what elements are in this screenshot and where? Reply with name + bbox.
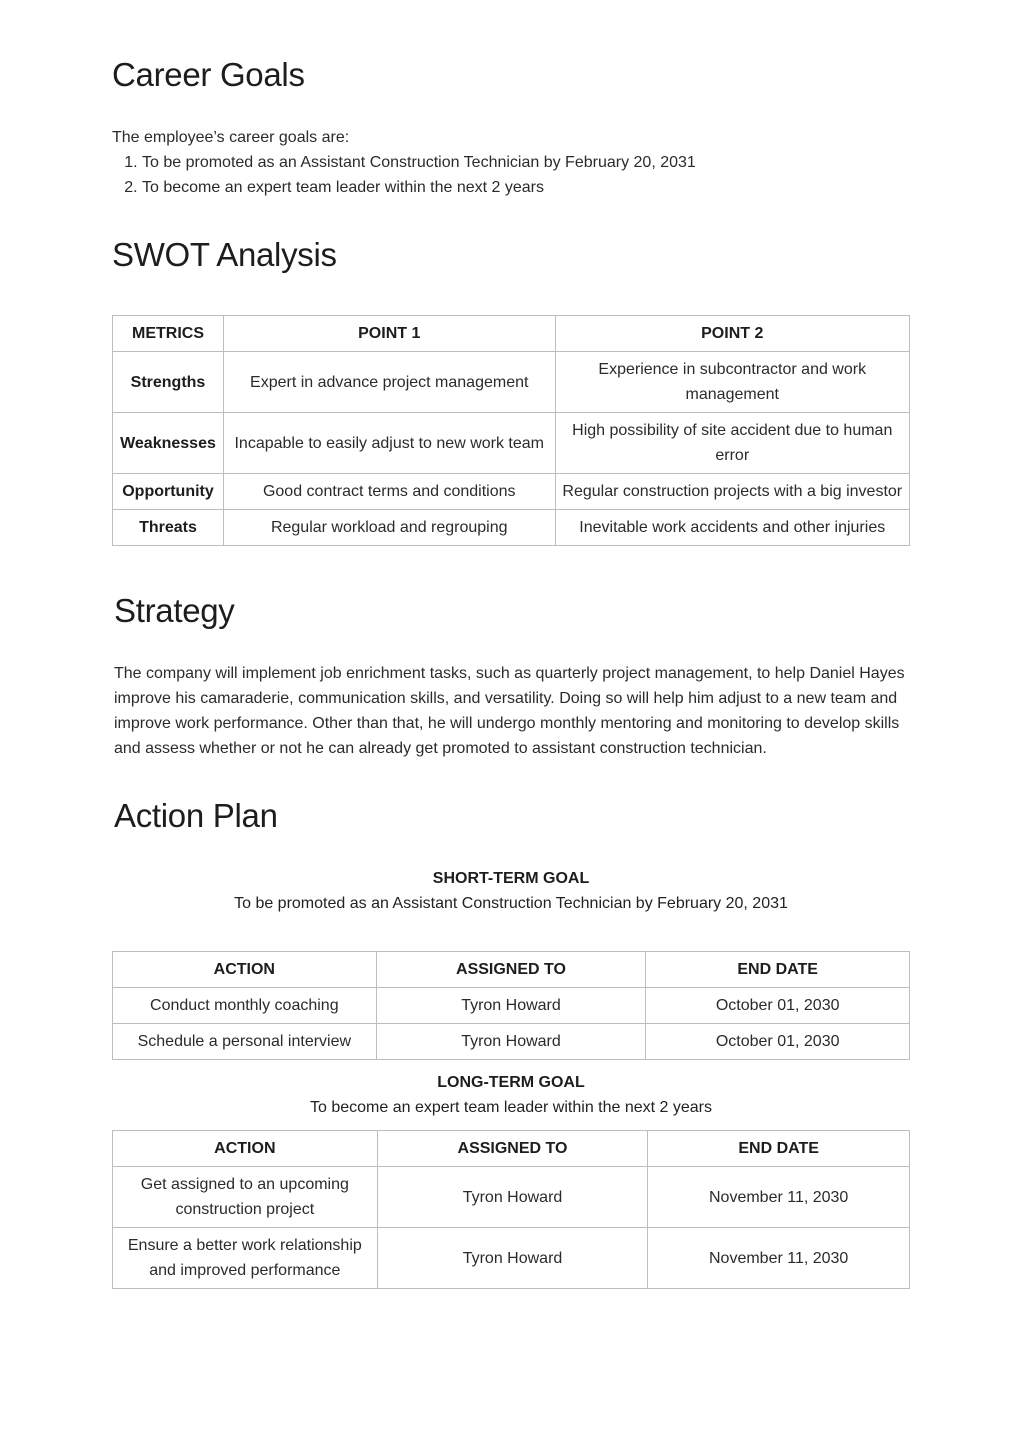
table-cell: High possibility of site accident due to human error: [555, 413, 910, 474]
column-header: ACTION: [113, 1131, 378, 1167]
table-cell: Expert in advance project management: [223, 352, 555, 413]
metric-cell: Threats: [113, 510, 224, 546]
table-header-row: [113, 316, 910, 352]
list-item: 2. To become an expert team leader within the next 2 years: [142, 175, 696, 200]
table-cell: November 11, 2030: [648, 1167, 910, 1228]
action-plan-heading: Action Plan: [114, 797, 278, 834]
table-row: [113, 1167, 910, 1228]
table-cell: November 11, 2030: [648, 1228, 910, 1289]
table-row: [113, 474, 910, 510]
long-term-action-table: [112, 1130, 910, 1289]
metric-cell: Weaknesses: [113, 413, 224, 474]
table-row: [113, 413, 910, 474]
column-header: METRICS: [113, 316, 224, 352]
table-cell: Tyron Howard: [377, 1167, 648, 1228]
short-term-goal-text: To be promoted as an Assistant Construction Technician by February 20, 2031: [234, 895, 788, 912]
table-cell: Conduct monthly coaching: [113, 988, 377, 1024]
long-term-goal-text: To become an expert team leader within the next 2 years: [310, 1099, 712, 1116]
table-cell: Good contract terms and conditions: [223, 474, 555, 510]
column-header: POINT 1: [223, 316, 555, 352]
table-cell: Tyron Howard: [376, 988, 646, 1024]
column-header: END DATE: [648, 1131, 910, 1167]
swot-heading: SWOT Analysis: [112, 236, 337, 273]
table-cell: Schedule a personal interview: [113, 1024, 377, 1060]
long-term-goal-block: [112, 1070, 910, 1120]
table-row: [113, 510, 910, 546]
metric-cell: Opportunity: [113, 474, 224, 510]
table-row: [113, 352, 910, 413]
strategy-heading: Strategy: [114, 592, 235, 629]
column-header: ASSIGNED TO: [376, 952, 646, 988]
career-goals-list: [112, 150, 696, 200]
table-cell: Get assigned to an upcoming construction project: [113, 1167, 378, 1228]
table-cell: Tyron Howard: [377, 1228, 648, 1289]
table-row: [113, 1228, 910, 1289]
table-cell: October 01, 2030: [646, 988, 910, 1024]
short-term-goal-label: SHORT-TERM GOAL: [432, 870, 590, 887]
table-cell: Ensure a better work relationship and improved performance: [113, 1228, 378, 1289]
strategy-text: The company will implement job enrichment tasks, such as quarterly project management, to help Daniel Hayes improve his camaraderie, communication skills, and versatility. Doing so will help him adjust to a new team and improve work performance. Other than that, he will undergo monthly mentoring and monitoring to develop skills and assess whether or not he can already get promoted to assistant construction technician.: [114, 665, 905, 757]
swot-table: [112, 315, 910, 546]
career-goals-heading: Career Goals: [112, 56, 305, 93]
short-term-action-table: [112, 951, 910, 1060]
metric-cell: Strengths: [113, 352, 224, 413]
table-row: [113, 988, 910, 1024]
table-cell: Experience in subcontractor and work management: [555, 352, 910, 413]
table-header-row: [113, 1131, 910, 1167]
column-header: ACTION: [113, 952, 377, 988]
column-header: POINT 2: [555, 316, 910, 352]
short-term-goal-block: [112, 866, 910, 916]
table-cell: Incapable to easily adjust to new work team: [223, 413, 555, 474]
career-goals-intro: The employee’s career goals are:: [112, 129, 350, 146]
column-header: ASSIGNED TO: [377, 1131, 648, 1167]
table-cell: Inevitable work accidents and other injuries: [555, 510, 910, 546]
table-header-row: [113, 952, 910, 988]
table-cell: Tyron Howard: [376, 1024, 646, 1060]
long-term-goal-label: LONG-TERM GOAL: [437, 1074, 585, 1091]
column-header: END DATE: [646, 952, 910, 988]
table-cell: October 01, 2030: [646, 1024, 910, 1060]
table-cell: Regular workload and regrouping: [223, 510, 555, 546]
table-row: [113, 1024, 910, 1060]
list-item: 1. To be promoted as an Assistant Construction Technician by February 20, 2031: [142, 150, 696, 175]
table-cell: Regular construction projects with a big investor: [555, 474, 910, 510]
